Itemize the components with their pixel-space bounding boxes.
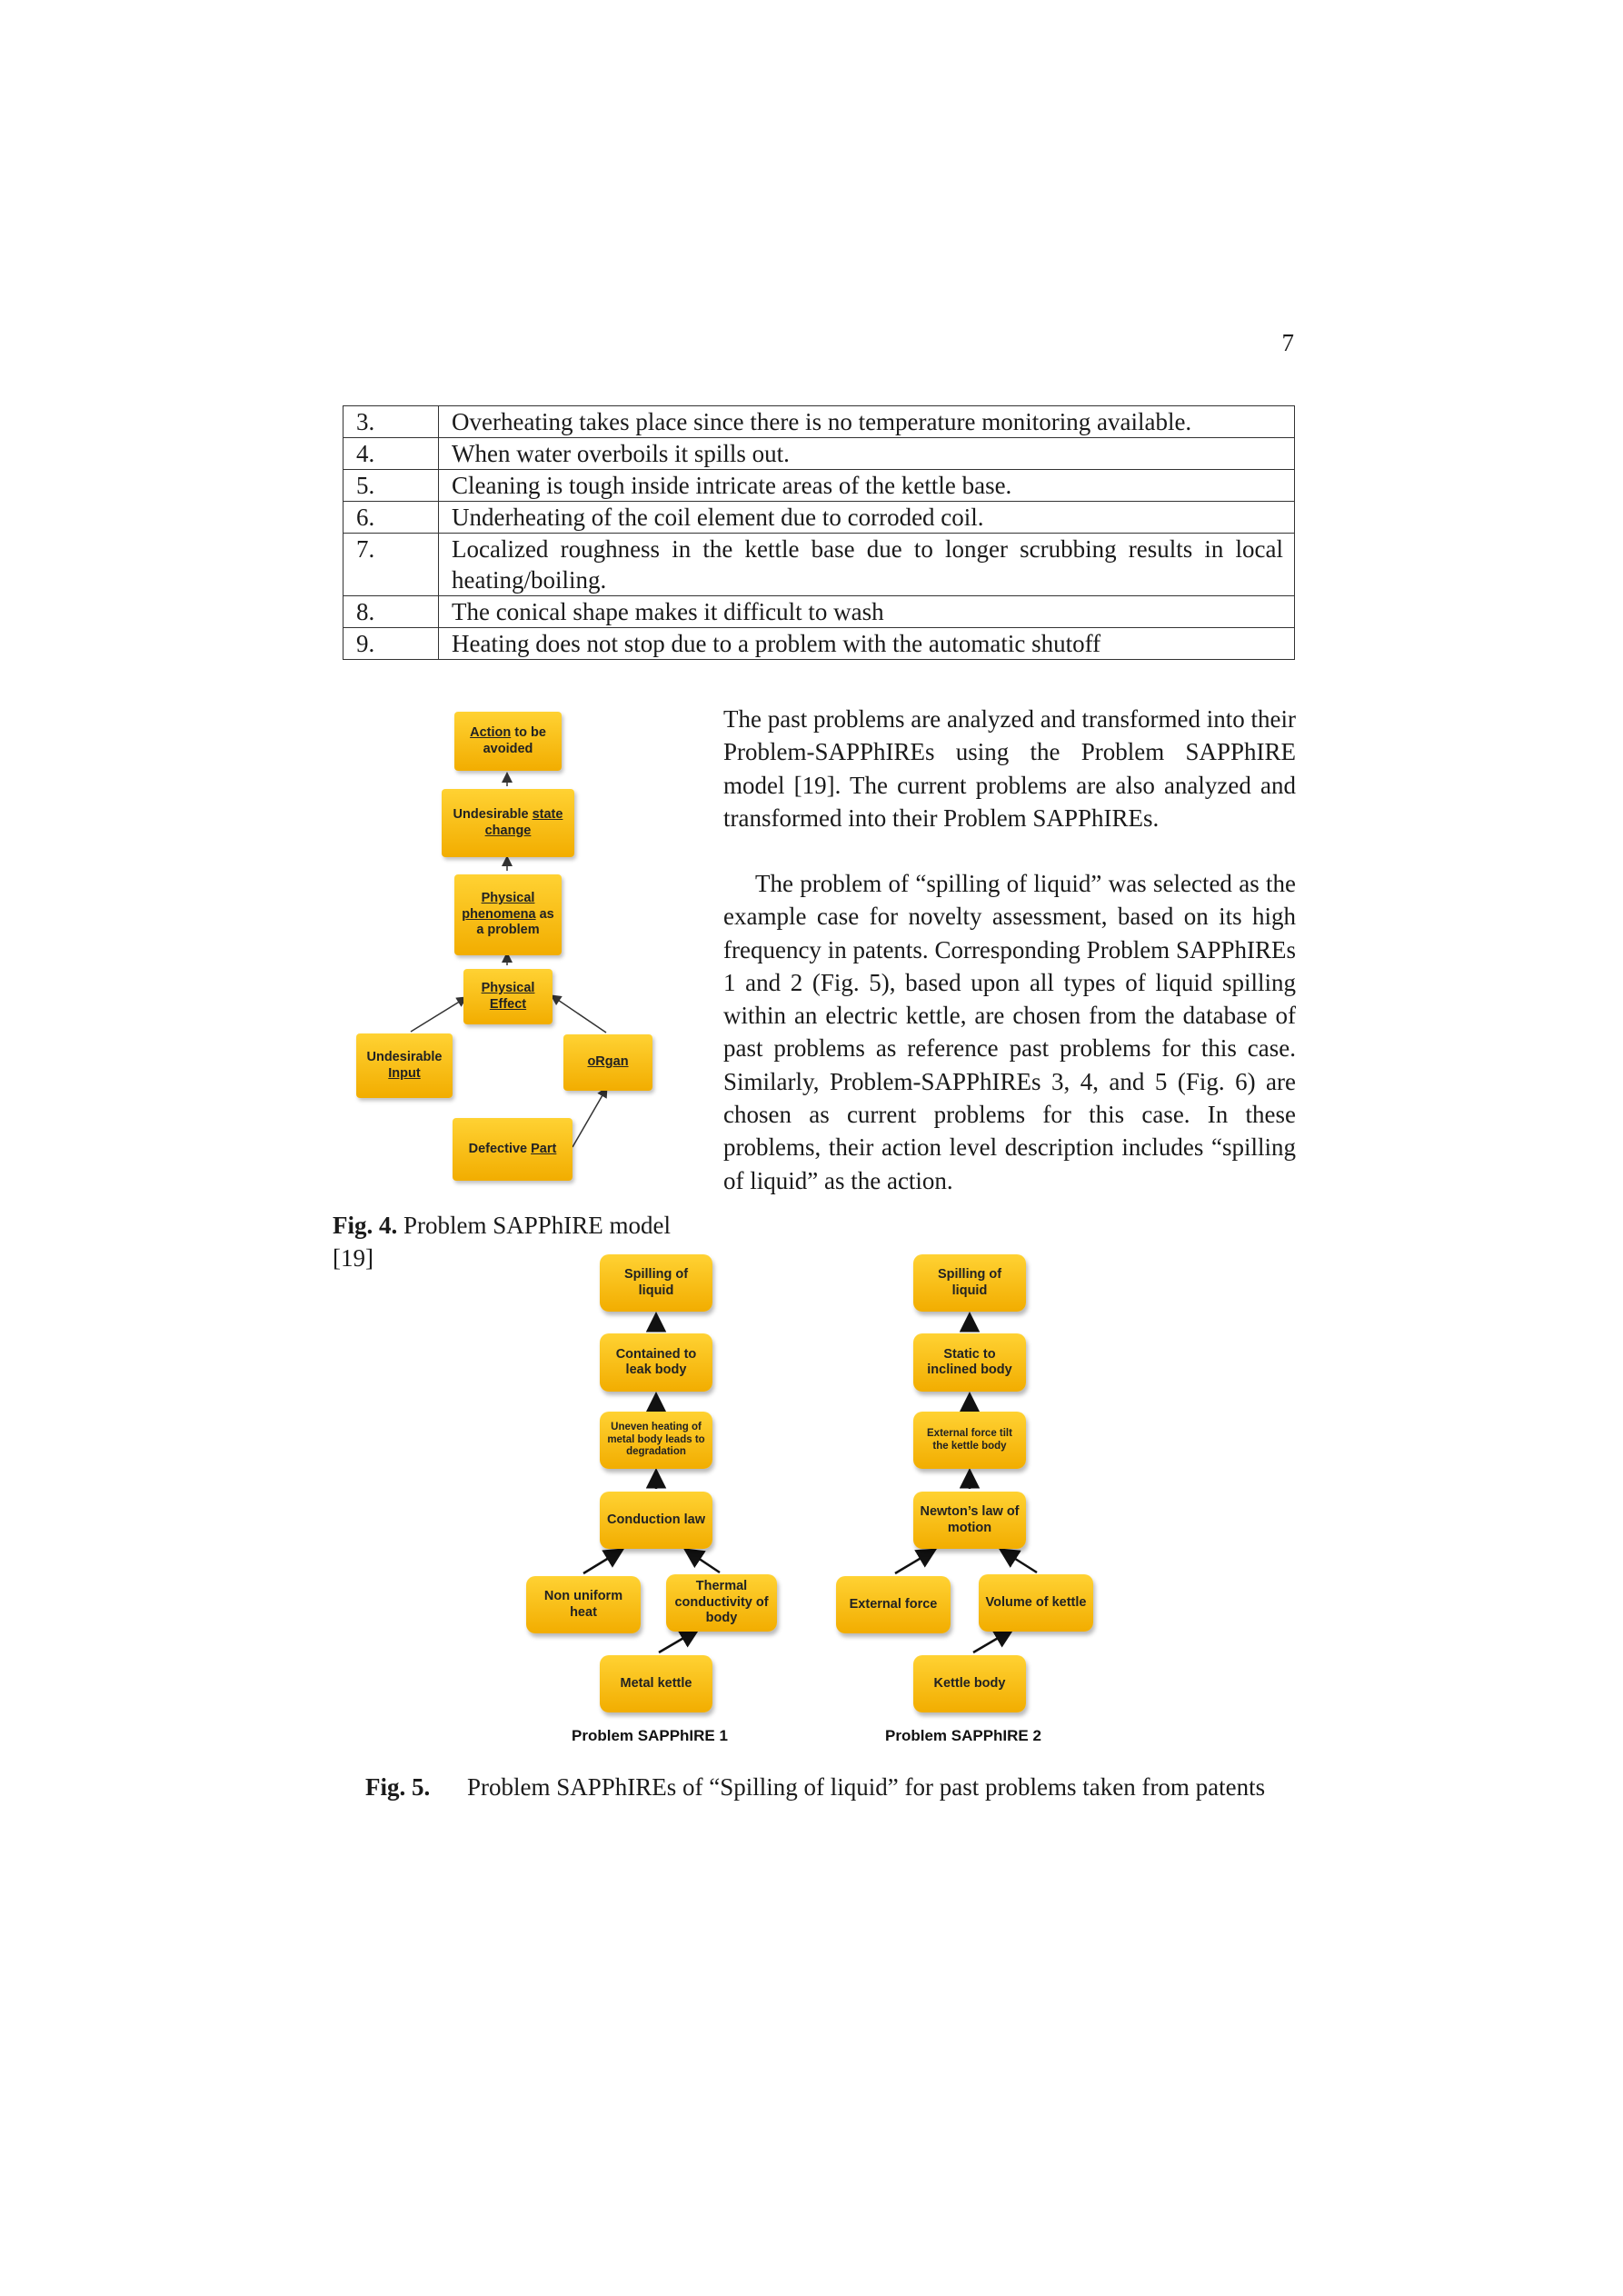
fig5-2-node-phenomenon: External force tilt the kettle body <box>913 1412 1026 1469</box>
fig5-1-node-organ: Thermal conductivity of body <box>666 1574 777 1632</box>
fig5-2-node-state: Static to inclined body <box>913 1333 1026 1392</box>
fig4-diagram <box>345 700 672 1191</box>
fig4-node-effect: Physical Effect <box>463 969 553 1024</box>
table-cell-description: Localized roughness in the kettle base due to longer scrubbing results in local heating/boiling. <box>439 534 1295 596</box>
body-paragraph-1: The past problems are analyzed and transformed into their Problem-SAPPhIREs using the Problem SAPPhIRE model [19]. The current problems are also analyzed and transformed into their Problem SAPPhIREs. <box>723 705 1296 832</box>
fig5-1-node-action: Spilling of liquid <box>600 1254 712 1312</box>
table-cell-description: Overheating takes place since there is no temperature monitoring available. <box>439 406 1295 438</box>
fig5-1-node-phenomenon: Uneven heating of metal body leads to degradation <box>600 1412 712 1469</box>
arrow-input-to-effect <box>411 998 465 1032</box>
fig4-node-state: Undesirable state change <box>442 789 574 857</box>
page-number: 7 <box>1281 329 1294 356</box>
arrow-1-part-to-organ <box>659 1631 696 1652</box>
arrow-2-organ-to-effect <box>1002 1551 1037 1572</box>
fig4-node-organ: oRgan <box>563 1034 652 1091</box>
fig5-diagram-2 <box>831 1245 1104 1754</box>
fig5-diagram-2-label: Problem SAPPhIRE 2 <box>885 1727 1041 1744</box>
fig5-1-node-effect: Conduction law <box>600 1492 712 1549</box>
table-cell-number: 9. <box>344 628 439 660</box>
table-row <box>344 406 1295 438</box>
fig4-node-action: Action to be avoided <box>454 712 562 771</box>
arrow-2-input-to-effect <box>895 1551 933 1573</box>
arrow-part-to-organ <box>573 1089 606 1147</box>
table-row <box>344 470 1295 502</box>
fig5-2-node-action: Spilling of liquid <box>913 1254 1026 1312</box>
arrow-2-part-to-organ <box>973 1631 1011 1652</box>
table-cell-number: 6. <box>344 502 439 534</box>
table-row <box>344 502 1295 534</box>
table-cell-description: Heating does not stop due to a problem with the automatic shutoff <box>439 628 1295 660</box>
table-cell-description: The conical shape makes it difficult to wash <box>439 596 1295 628</box>
table-cell-number: 8. <box>344 596 439 628</box>
arrow-1-input-to-effect <box>583 1551 621 1573</box>
fig4-caption: Fig. 4. Problem SAPPhIRE model [19] <box>333 1212 672 1272</box>
arrow-1-organ-to-effect <box>687 1551 720 1572</box>
fig5-2-node-input: External force <box>836 1576 951 1633</box>
table-cell-number: 7. <box>344 534 439 596</box>
table-cell-description: Underheating of the coil element due to corroded coil. <box>439 502 1295 534</box>
fig5-1-node-state: Contained to leak body <box>600 1333 712 1392</box>
fig5-1-node-input: Non uniform heat <box>526 1576 641 1633</box>
table-row <box>344 596 1295 628</box>
table-row <box>344 628 1295 660</box>
problems-table <box>343 405 1295 660</box>
fig5-caption: Fig. 5. Problem SAPPhIREs of “Spilling of liquid” for past problems taken from patents <box>365 1773 1266 1801</box>
table-row <box>344 438 1295 470</box>
table-cell-number: 3. <box>344 406 439 438</box>
arrow-organ-to-effect <box>553 996 606 1033</box>
fig5-diagram-1-label: Problem SAPPhIRE 1 <box>572 1727 728 1744</box>
table-cell-number: 5. <box>344 470 439 502</box>
fig5-2-node-effect: Newton’s law of motion <box>913 1492 1026 1549</box>
table-cell-number: 4. <box>344 438 439 470</box>
fig5-2-node-organ: Volume of kettle <box>979 1574 1093 1632</box>
fig4-node-part: Defective Part <box>453 1118 573 1181</box>
fig4-node-phenomena: Physical phenomena as a problem <box>454 874 562 955</box>
fig5-2-node-part: Kettle body <box>913 1655 1026 1712</box>
fig4-node-input: Undesirable Input <box>356 1033 453 1098</box>
table-cell-description: When water overboils it spills out. <box>439 438 1295 470</box>
table-row <box>344 534 1295 596</box>
fig5-1-node-part: Metal kettle <box>600 1655 712 1712</box>
fig5-diagram-1 <box>518 1245 791 1754</box>
body-paragraph-2: The problem of “spilling of liquid” was selected as the example case for novelty assessment, based on its high frequency in patents. Corresponding Problem SAPPhIREs 1 and 2 (Fig. 5), based upon all types of liquid spilling within an electric kettle, are chosen from the database of past problems as reference past problems for this case. Similarly, Problem-SAPPhIREs 3, 4, and 5 (Fig. 6) are chosen as current problems for this case. In these problems, their action level description includes “spilling of liquid” as the action. <box>723 870 1296 1194</box>
table-cell-description: Cleaning is tough inside intricate areas of the kettle base. <box>439 470 1295 502</box>
